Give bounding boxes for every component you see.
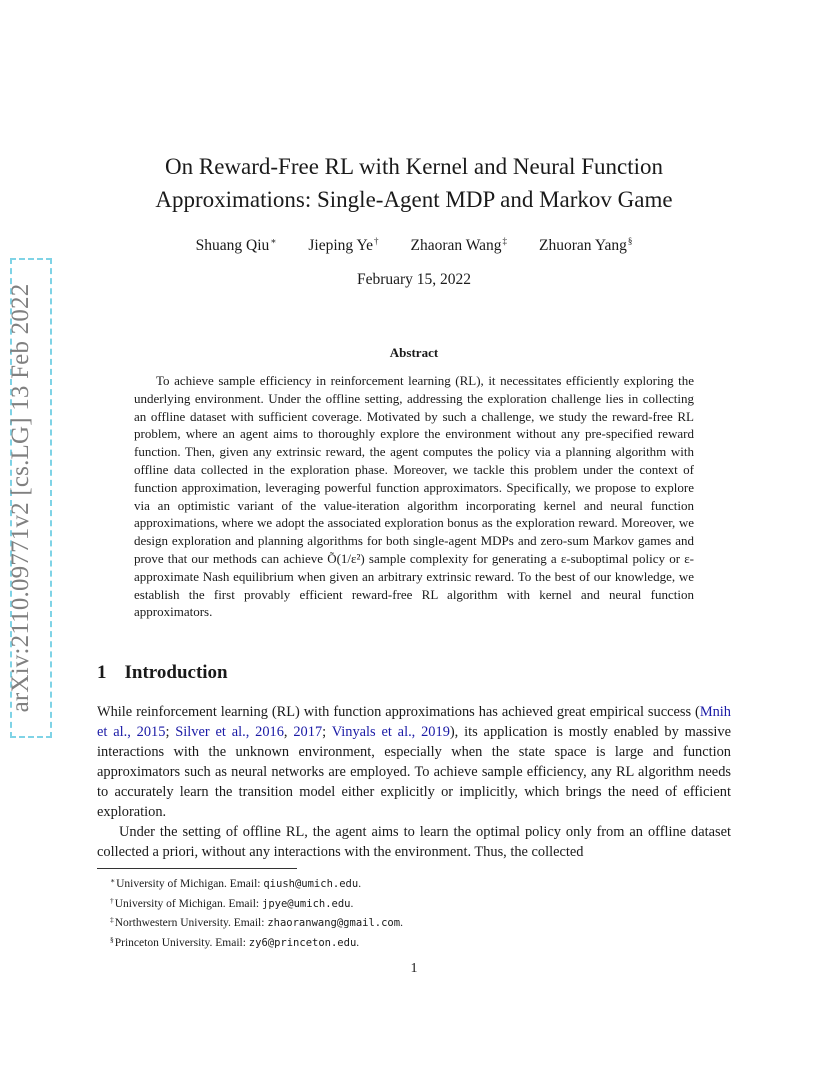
footnote-end: . (400, 917, 403, 929)
author-footnote-mark[interactable]: ∗ (270, 236, 277, 246)
intro-body (97, 702, 731, 862)
author-footnote-mark[interactable]: ‡ (502, 236, 508, 246)
citation-link[interactable]: Mnih et al., 2015 (97, 704, 731, 740)
author-footnote-mark[interactable]: § (627, 236, 633, 246)
footnote-mark: † (110, 895, 114, 905)
footnote-affiliation: University of Michigan. Email: (116, 878, 264, 890)
abstract-text: To achieve sample efficiency in reinforcement learning (RL), it necessitates efficiently exploring the underlying environment. Under the offline setting, addressing the exploration challenge lies in collecting an offline dataset with sufficient coverage. Motivated by such a challenge, we study the reward-free RL problem, where an agent aims to thoroughly explore the environment without any pre-specified reward function. Then, given any extrinsic reward, the agent computes the policy via a planning algorithm with offline data collected in the exploration phase. Moreover, we tackle this problem under the context of function approximation, leveraging powerful function approximators. Specifically, we propose to explore via an optimistic variant of the value-iteration algorithm incorporating kernel and neural function approximations, where we adopt the associated exploration bonus as the exploration reward. Moreover, we design exploration and planning algorithms for both single-agent MDPs and zero-sum Markov games and prove that our methods can achieve Õ(1/ε²) sample complexity for generating a ε-suboptimal policy or ε-approximate Nash equilibrium when given an arbitrary extrinsic reward. To the best of our knowledge, we establish the first provably efficient reward-free RL algorithm with kernel and neural function approximators. (134, 373, 694, 620)
intro-paragraph-1 (97, 702, 731, 822)
intro-paragraph-2: Under the setting of offline RL, the agent aims to learn the optimal policy only from an offline dataset collected a priori, without any interactions with the environment. Thus, the collected (97, 824, 731, 860)
section-heading (97, 662, 228, 684)
footnote-end: . (358, 878, 362, 890)
page-number: 1 (410, 961, 418, 976)
footnote-email[interactable]: zhaoranwang@gmail.com (267, 917, 401, 929)
footnote (110, 873, 403, 893)
footnote-email[interactable]: qiush@umich.edu (263, 878, 359, 890)
footnote-affiliation: Princeton University. Email: (114, 936, 249, 949)
title-line-1: On Reward-Free RL with Kernel and Neural Function (165, 154, 663, 179)
author (411, 236, 508, 255)
citation-link[interactable]: Vinyals et al., 2019 (331, 724, 450, 740)
footnote-email[interactable]: jpye@umich.edu (262, 897, 351, 910)
paragraph-text: While reinforcement learning (RL) with function approximations has achieved great empirical success ( (97, 704, 700, 720)
citation-link[interactable]: 2017 (293, 724, 323, 740)
author (539, 236, 632, 255)
author-name: Shuang Qiu (195, 237, 270, 254)
author-name: Zhuoran Yang (539, 237, 627, 254)
footnote-affiliation: Northwestern University. Email: (114, 917, 268, 929)
author-list (100, 236, 728, 255)
footnote-end: . (356, 936, 360, 949)
footnote-mark: ∗ (110, 876, 116, 885)
paragraph-text: ), its application is mostly enabled by massive interactions with the unknown environment, especially when the state space is large and function approximators such as neural networks are employed. To achieve sample efficiency, any RL algorithm needs to accurately learn the transition model either explicitly or implicitly, which brings the need of efficient exploration. (97, 724, 731, 820)
section-title: Introduction (124, 662, 228, 683)
footnotes (110, 873, 403, 951)
footnote (110, 912, 403, 932)
abstract-heading: Abstract (389, 345, 439, 360)
footnote-mark: § (110, 934, 114, 944)
citation-separator: ; (165, 724, 176, 740)
author-footnote-mark[interactable]: † (374, 236, 379, 246)
citation-separator: ; (322, 724, 332, 740)
author (308, 236, 378, 255)
arxiv-stamp-text[interactable]: arXiv:2110.09771v2 [cs.LG] 13 Feb 2022 (7, 283, 34, 713)
footnote-end: . (350, 897, 354, 910)
title-line-2: Approximations: Single-Agent MDP and Markov Game (155, 187, 673, 212)
footnote (110, 932, 403, 952)
footnote-email[interactable]: zy6@princeton.edu (248, 936, 357, 949)
citation-separator: , (283, 724, 294, 740)
author-name: Zhaoran Wang (410, 237, 502, 254)
section-number: 1 (97, 662, 107, 683)
author (196, 236, 277, 255)
footnote (110, 893, 403, 913)
footnote-affiliation: University of Michigan. Email: (114, 897, 262, 910)
footnote-mark: ‡ (110, 915, 114, 924)
footnote-divider (97, 868, 297, 869)
paper-title (100, 150, 728, 216)
citation-link[interactable]: Silver et al., 2016 (175, 724, 284, 740)
publication-date: February 15, 2022 (356, 271, 472, 288)
author-name: Jieping Ye (308, 237, 373, 254)
